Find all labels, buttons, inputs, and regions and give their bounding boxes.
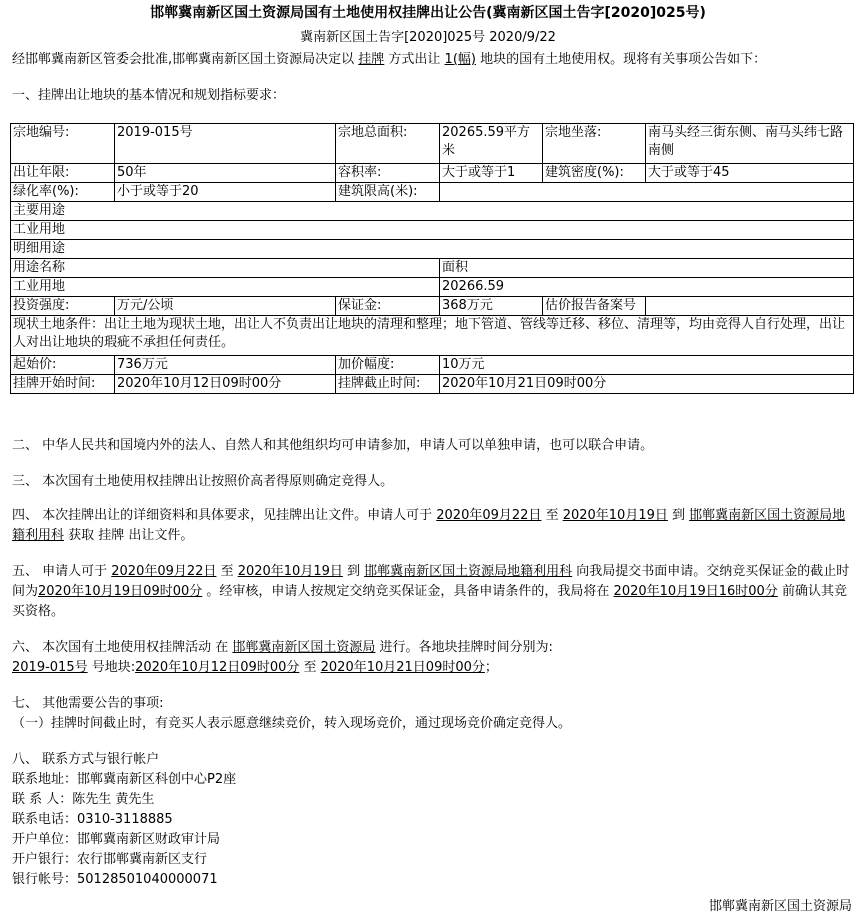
section-text: 六、 本次国有土地使用权挂牌活动 在 (12, 640, 233, 655)
section-text: 至 (216, 564, 238, 579)
main-use-label: 主要用途 (11, 202, 854, 221)
use-name-header: 用途名称 (11, 259, 440, 278)
intro-text: 地块的国有土地使用权。现将有关事项公告如下： (475, 52, 767, 67)
far-value: 大于或等于1 (440, 164, 543, 183)
location-label: 宗地坐落: (543, 124, 646, 164)
place-link: 邯郸冀南新区国土资源局地籍利用科 (12, 508, 846, 543)
valuation-value (646, 297, 854, 316)
date-link: 2020年10月19日 (237, 564, 343, 579)
deposit-value: 368万元 (440, 297, 543, 316)
term-value: 50年 (115, 164, 336, 183)
density-label: 建筑密度(%): (543, 164, 646, 183)
date-link: 2020年10月21日09时00分 (320, 660, 485, 675)
section-text: 到 (667, 508, 690, 523)
account-number: 银行帐号：50128501040000071 (12, 872, 218, 887)
section-8 (12, 750, 852, 890)
place-link: 邯郸冀南新区国土资源局 (232, 640, 376, 655)
end-time-label: 挂牌截止时间: (336, 375, 440, 394)
location-value: 南马头经三街东侧、南马头纬七路南侧 (646, 124, 854, 164)
height-value (440, 183, 854, 202)
invest-label: 投资强度: (11, 297, 115, 316)
section-text: ； (484, 660, 498, 675)
section-text: 四、 本次挂牌出让的详细资料和具体要求，见挂牌出让文件。申请人可于 (12, 508, 437, 523)
detail-use-label: 明细用途 (11, 240, 854, 259)
section-2: 二、 中华人民共和国境内外的法人、自然人和其他组织均可申请参加，申请人可以单独申请，也可以联合申请。 (12, 438, 654, 453)
section-3: 三、 本次国有土地使用权挂牌出让按照价高者得原则确定竞得人。 (12, 474, 394, 489)
parcel-count: 1(幅) (444, 52, 476, 67)
end-time-value: 2020年10月21日09时00分 (440, 375, 854, 394)
date-link: 2020年10月19日16时00分 (613, 584, 778, 599)
issuer-signature: 邯郸冀南新区国土资源局 (708, 899, 852, 914)
section-text: 到 (342, 564, 365, 579)
term-label: 出让年限: (11, 164, 115, 183)
section-8-heading: 八、 联系方式与银行帐户 (12, 752, 160, 767)
section-4 (12, 506, 852, 546)
page-title: 邯郸冀南新区国土资源局国有土地使用权挂牌出让公告(冀南新区国土告字[2020]025号) (150, 5, 706, 21)
date-link: 2020年09月22日 (111, 564, 217, 579)
intro-text: 方式出让 (384, 52, 445, 67)
section-5 (12, 562, 852, 622)
height-label: 建筑限高(米): (336, 183, 440, 202)
bank-name: 开户银行：农行邯郸冀南新区支行 (12, 852, 208, 867)
section-7-item: （一）挂牌时间截止时，有竞买人表示愿意继续竞价，转入现场竞价，通过现场竞价确定竞得人。 (12, 716, 572, 731)
far-label: 容积率: (336, 164, 440, 183)
section-text: 前确认其竞买资格。 (12, 584, 847, 619)
parcel-link: 2019-015号 (12, 660, 88, 675)
section-text: 五、 申请人可于 (12, 564, 112, 579)
start-time-value: 2020年10月12日09时00分 (115, 375, 336, 394)
area-label: 宗地总面积: (336, 124, 440, 164)
invest-value: 万元/公顷 (115, 297, 336, 316)
area-header: 面积 (440, 259, 854, 278)
section-7-heading: 七、 其他需要公告的事项: (12, 696, 164, 711)
section-7 (12, 694, 852, 734)
use-area-cell: 20266.59 (440, 278, 854, 297)
date-link: 2020年10月19日09时00分 (38, 584, 203, 599)
valuation-label: 估价报告备案号 (543, 297, 646, 316)
contact-person: 联 系 人：陈先生 黄先生 (12, 792, 155, 807)
section-text: 进行。各地块挂牌时间分别为: (375, 640, 553, 655)
main-use-value: 工业用地 (11, 221, 854, 240)
start-price-label: 起始价: (11, 356, 115, 375)
section-text: 号地块: (87, 660, 136, 675)
increment-value: 10万元 (440, 356, 854, 375)
deposit-label: 保证金: (336, 297, 440, 316)
land-condition: 现状土地条件：出让土地为现状土地，出让人不负责出让地块的清理和整理；地下管道、管线等迁移、移位、清理等，均由竞得人自行处理，出让人对出让地块的瑕疵不承担任何责任。 (11, 316, 854, 356)
start-time-label: 挂牌开始时间: (11, 375, 115, 394)
use-name-cell: 工业用地 (11, 278, 440, 297)
date-link: 2020年10月19日 (562, 508, 668, 523)
density-value: 大于或等于45 (646, 164, 854, 183)
transfer-method: 挂牌 (358, 52, 385, 67)
account-unit: 开户单位：邯郸冀南新区财政审计局 (12, 832, 221, 847)
green-label: 绿化率(%): (11, 183, 115, 202)
green-value: 小于或等于20 (115, 183, 336, 202)
land-info-table (10, 123, 854, 394)
parcel-no-label: 宗地编号: (11, 124, 115, 164)
intro-paragraph (12, 50, 852, 70)
date-link: 2020年09月22日 (436, 508, 542, 523)
section-6 (12, 638, 852, 678)
section-text: 获取 挂牌 出让文件。 (64, 528, 194, 543)
announcement-number: 冀南新区国土告字[2020]025号 2020/9/22 (300, 30, 556, 45)
section-text: 向我局提交书面申请。交纳竞买保证金的截止时间为 (12, 564, 850, 599)
increment-label: 加价幅度: (336, 356, 440, 375)
section-text: 至 (299, 660, 321, 675)
intro-text: 经邯郸冀南新区管委会批准,邯郸冀南新区国土资源局决定以 (12, 52, 359, 67)
place-link: 邯郸冀南新区国土资源局地籍利用科 (364, 564, 573, 579)
parcel-no: 2019-015号 (115, 124, 336, 164)
section-text: 。经审核，申请人按规定交纳竞买保证金，具备申请条件的，我局将在 (202, 584, 614, 599)
section-1-heading: 一、挂牌出让地块的基本情况和规划指标要求： (12, 88, 286, 103)
date-link: 2020年10月12日09时00分 (135, 660, 300, 675)
contact-address: 联系地址：邯郸冀南新区科创中心P2座 (12, 772, 237, 787)
start-price-value: 736万元 (115, 356, 336, 375)
contact-phone: 联系电话：0310-3118885 (12, 812, 173, 827)
section-text: 至 (541, 508, 563, 523)
area-value: 20265.59平方米 (440, 124, 543, 164)
